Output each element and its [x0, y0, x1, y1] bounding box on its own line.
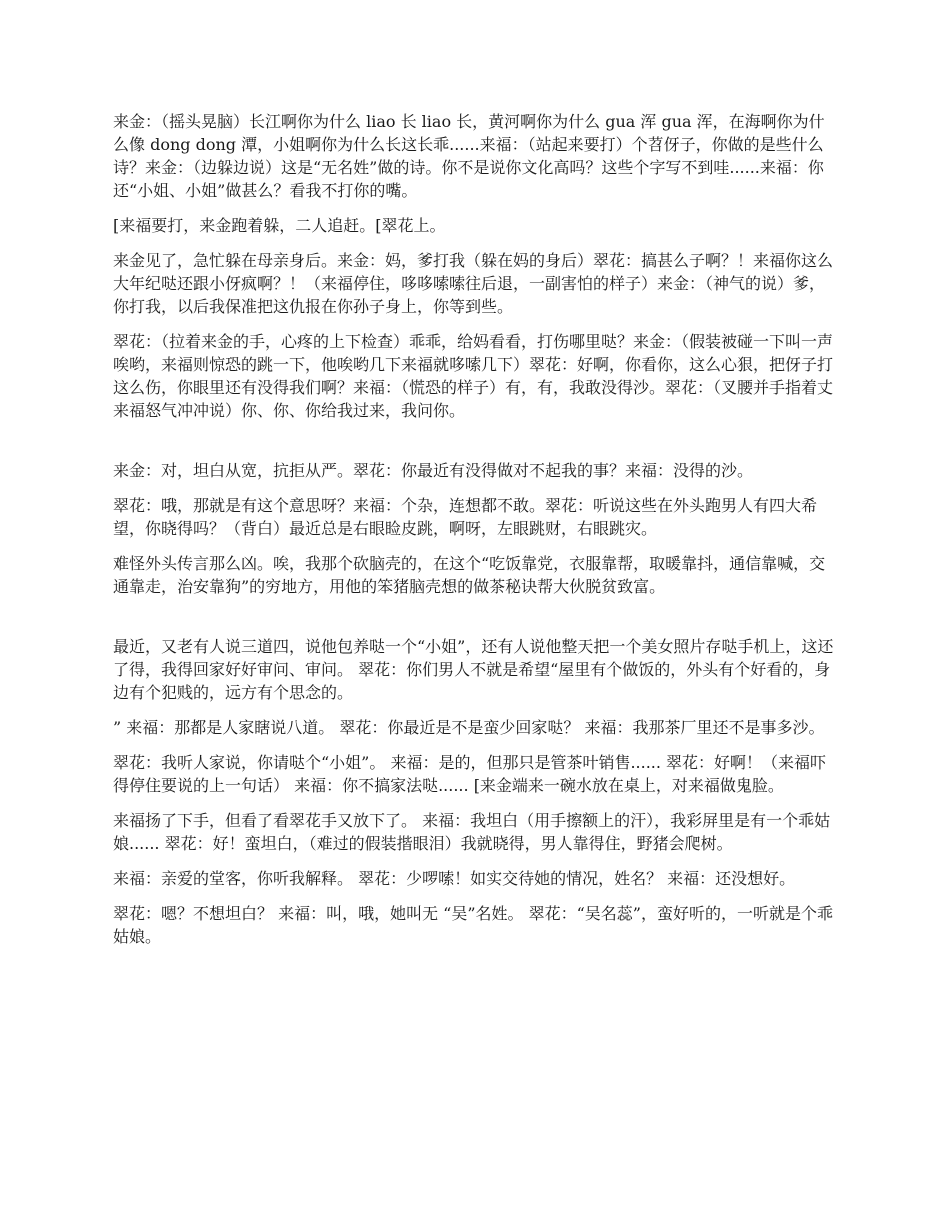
paragraph-13: 翠花：嗯？不想坦白？ 来福：叫，哦，她叫无 “吴”名姓。 翠花：“吴名蕊”，蛮好听的，一听就是个乖姑娘。: [113, 904, 833, 946]
paragraph-6: 翠花：哦，那就是有这个意思呀？来福：个杂，连想都不敢。翠花：听说这些在外头跑男人有四大希望，你晓得吗？（背白）最近总是右眼睑皮跳，啊呀，左眼跳财，右眼跳灾。: [113, 496, 818, 538]
section-gap: [113, 434, 837, 459]
document-body: [113, 110, 837, 960]
paragraph-4: 翠花：（拉着来金的手，心疼的上下检查）乖乖，给妈看看，打伤哪里哒？来金：（假装被碰一下叫一声唉哟，来福则惊恐的跳一下，他唉哟几下来福就哆嗦几下）翠花：好啊，你看你，这么心狠，把伢子打这么伤，你眼里还有没得我们啊？来福：（慌恐的样子）有，有，我敢没得沙。翠花：（叉腰并手指着丈来福怒气冲冲说）你、你、你给我过来，我问你。: [113, 332, 834, 420]
paragraph-1: 来金：（摇头晃脑）长江啊你为什么 liao 长 liao 长，黄河啊你为什么 gua 浑 gua 浑，在海啊你为什么像 dong dong 潭，小姐啊你为什么长这长乖......来福：（站起来要打）个苕伢子，你做的是些什么诗？来金：（边躲边说）这是“无名姓”做的诗。你不是说你文化高吗？这些个字写不到哇......来福：你还“小姐、小姐”做甚么？看我不打你的嘴。: [113, 112, 825, 200]
paragraph-2: [来福要打，来金跑着躲，二人追赶。[翠花上。: [113, 216, 446, 235]
paragraph-3: 来金见了，急忙躲在母亲身后。来金：妈，爹打我（躲在妈的身后）翠花：搞甚么子啊？！来福你这么大年纪哒还跟小伢疯啊？！（来福停住，哆哆嗦嗦往后退，一副害怕的样子）来金：（神气的说）爹，你打我，以后我保准把这仇报在你孙子身上，你等到些。: [113, 251, 834, 316]
paragraph-11: 来福扬了下手，但看了看翠花手又放下了。 来福：我坦白（用手擦额上的汗），我彩屏里是有一个乖姑娘...... 翠花：好！蛮坦白，（难过的假装揩眼泪）我就晓得，男人靠得住，野猪会爬树。: [113, 811, 831, 853]
paragraph-9: ” 来福：那都是人家瞎说八道。 翠花：你最近是不是蛮少回家哒？ 来福：我那茶厂里还不是事多沙。: [113, 718, 825, 737]
section-gap: [113, 610, 837, 635]
paragraph-7: 难怪外头传言那么凶。唉，我那个砍脑壳的，在这个“吃饭靠党，衣服靠帮，取暖靠抖，通信靠喊，交通靠走，治安靠狗”的穷地方，用他的笨猪脑壳想的做茶秘诀帮大伙脱贫致富。: [113, 554, 826, 596]
paragraph-12: 来福：亲爱的堂客，你听我解释。 翠花：少啰嗦！如实交待她的情况，姓名？ 来福：还没想好。: [113, 869, 796, 888]
paragraph-5: 来金：对，坦白从宽，抗拒从严。翠花：你最近有没得做对不起我的事？来福：没得的沙。: [113, 461, 754, 480]
paragraph-8: 最近，又老有人说三道四，说他包养哒一个“小姐”，还有人说他整天把一个美女照片存哒手机上，这还了得，我得回家好好审问、审问。 翠花：你们男人不就是希望“屋里有个做饭的，外头有个好看的，身边有个犯贱的，远方有个思念的。: [113, 637, 834, 702]
paragraph-10: 翠花：我听人家说，你请哒个“小姐”。 来福：是的，但那只是管茶叶销售...... 翠花：好啊！（来福吓得停住要说的上一句话） 来福：你不搞家法哒...... [来金端来一碗水放在桌上，对来福做鬼脸。: [113, 753, 827, 795]
